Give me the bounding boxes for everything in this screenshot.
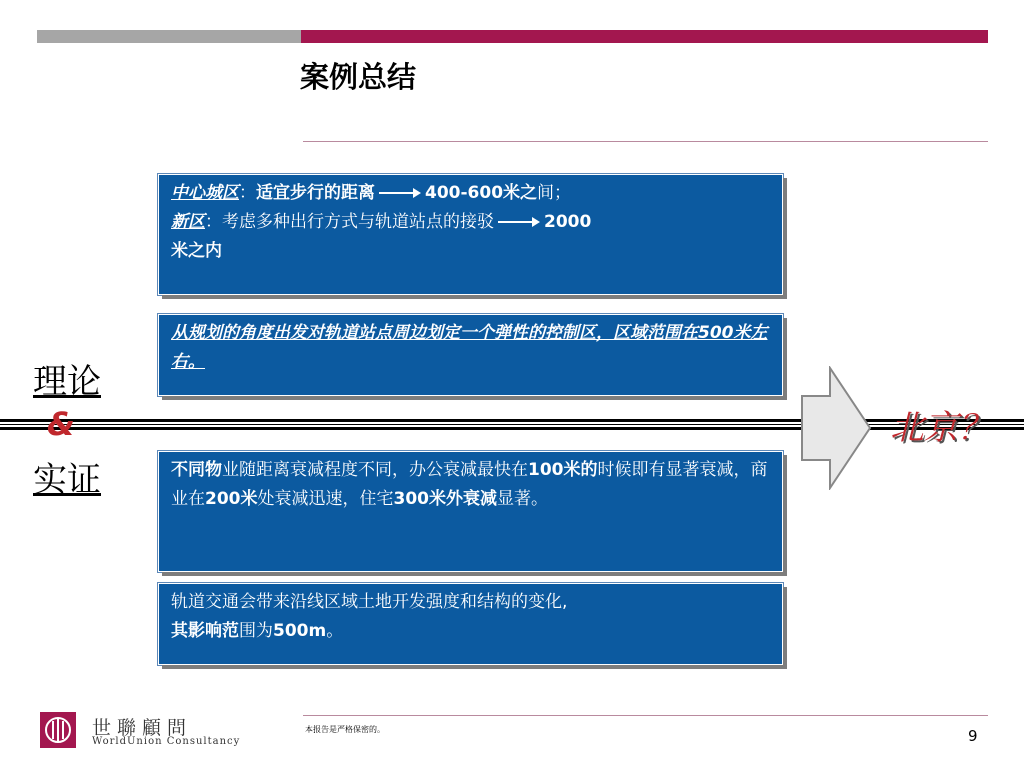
confidential-note: 本报告是严格保密的。 [305,725,385,734]
summary-box-influence: 轨道交通会带来沿线区域土地开发强度和结构的变化, 其影响范围为500m。 [158,583,783,665]
header-bar-gray [37,30,301,43]
company-name-cn: 世聯顧問 [92,717,193,739]
arrow-right-icon [379,187,421,199]
evidence-label: 实证 [33,460,101,500]
title-divider [303,141,988,142]
central-district-label: 中心城区 [171,183,239,203]
new-district-label: 新区 [171,212,205,232]
chevron-right-icon [800,366,872,490]
summary-box-control-zone: 从规划的角度出发对轨道站点周边划定一个弹性的控制区，区域范围在500米左右。 [158,314,783,396]
company-name-en: WorldUnion Consultancy [92,736,241,747]
summary-box-decay: 不同物业随距离衰减程度不同，办公衰减最快在100米的时候即有显著衰减，商业在200米处衰减迅速，住宅300米外衰减显著。 [158,451,783,572]
ampersand-label: & [47,405,75,443]
company-logo-icon [40,712,76,748]
conclusion-beijing: 北京？ [890,408,992,448]
page-number: 9 [968,727,978,745]
arrow-right-icon [498,216,540,228]
summary-box-distance: 中心城区：适宜步行的距离 400-600米之间； 新区：考虑多种出行方式与轨道站点的接驳 2000 米之内 [158,174,783,295]
page-title: 案例总结 [300,60,417,94]
header-bar-accent [301,30,988,43]
footer-divider [303,715,988,716]
theory-label: 理论 [33,362,101,402]
